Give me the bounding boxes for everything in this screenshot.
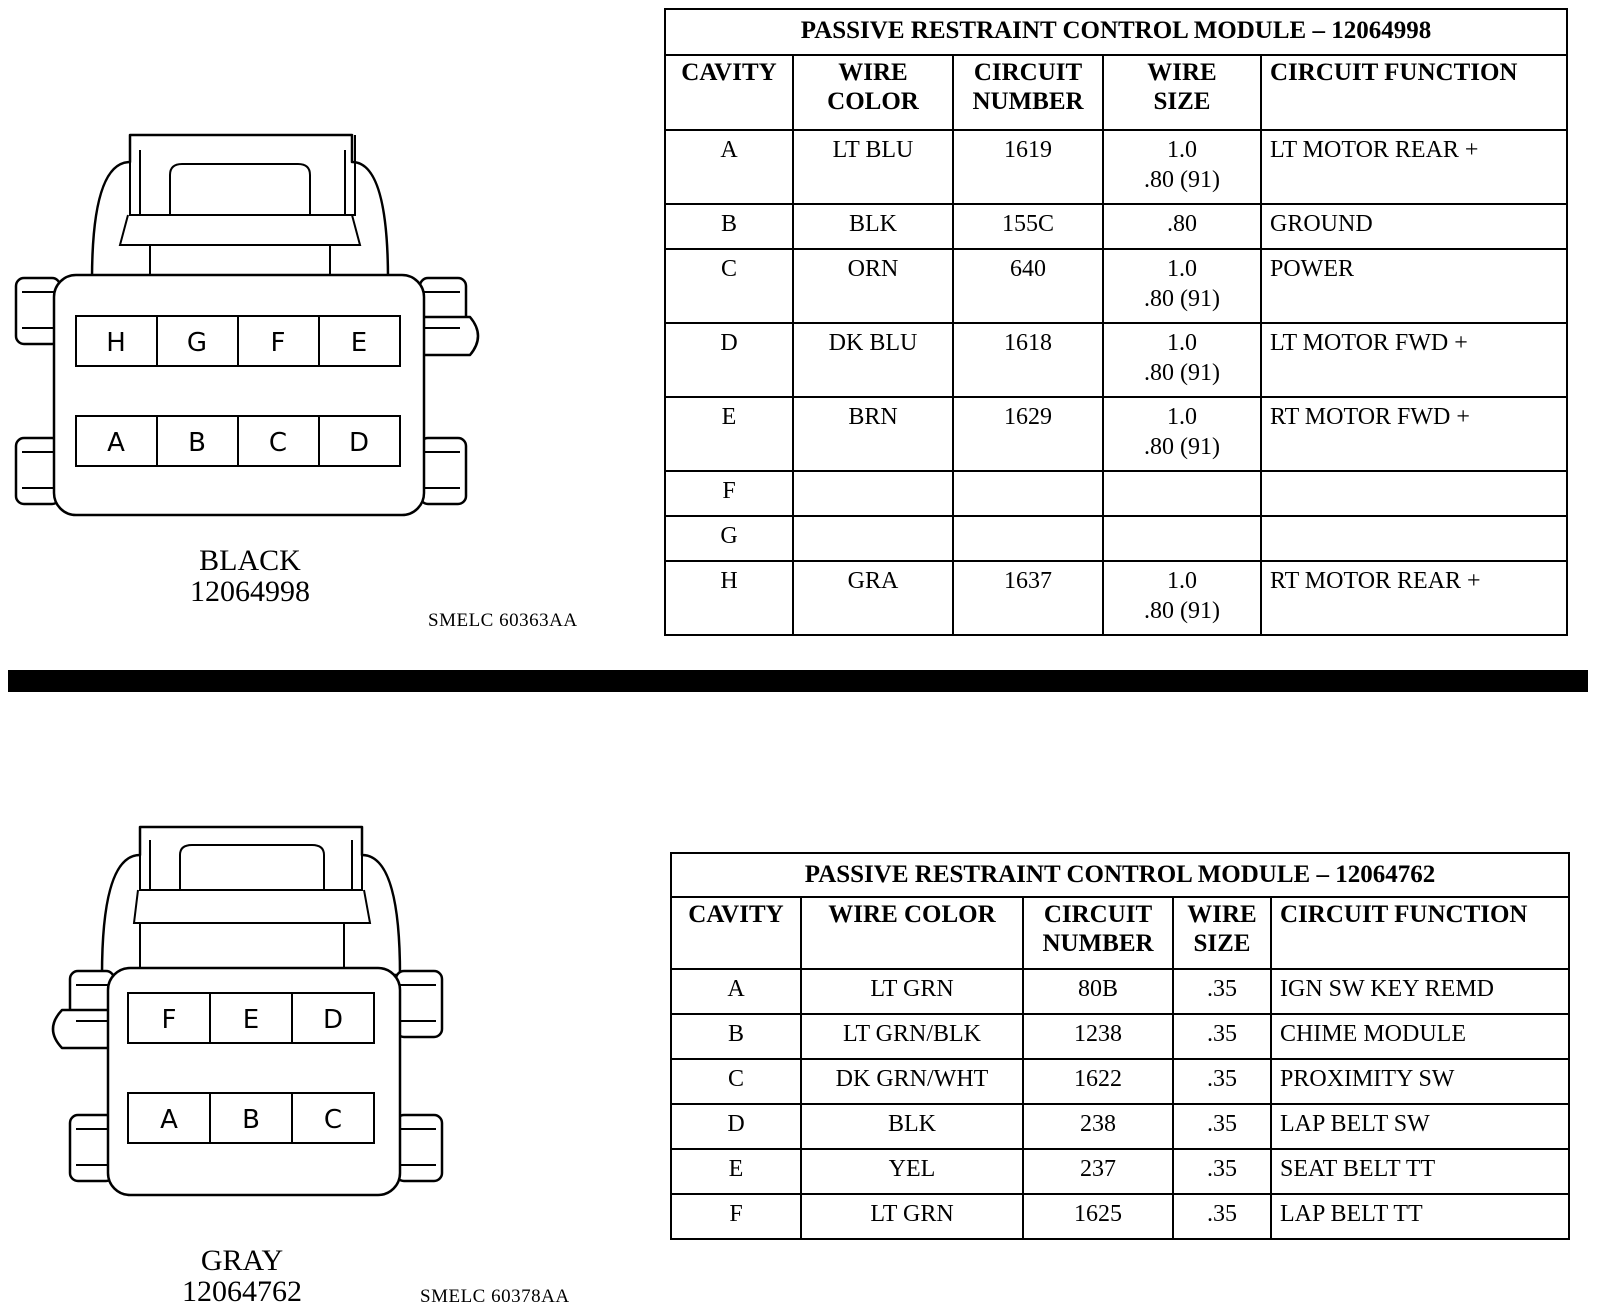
col-header-circuit-function: CIRCUIT FUNCTION (1261, 55, 1567, 130)
col-header-cavity: CAVITY (665, 55, 793, 130)
table-title: PASSIVE RESTRAINT CONTROL MODULE – 12064998 (665, 9, 1567, 55)
col-header-wire-size: WIRE SIZE (1173, 897, 1271, 969)
col-header-wire-color: WIRE COLOR (793, 55, 953, 130)
table-row: B LT GRN/BLK 1238 .35 CHIME MODULE (671, 1014, 1569, 1059)
table-row: G (665, 516, 1567, 561)
table-title: PASSIVE RESTRAINT CONTROL MODULE – 12064762 (671, 853, 1569, 897)
cavity-label-D: D (322, 1005, 344, 1035)
cavity-label-E: E (242, 1005, 260, 1035)
table-row: D BLK 238 .35 LAP BELT SW (671, 1104, 1569, 1149)
cavity-label-A: A (107, 428, 125, 458)
col-header-circuit-function: CIRCUIT FUNCTION (1271, 897, 1569, 969)
col-header-wire-color: WIRE COLOR (801, 897, 1023, 969)
cavity-label-E: E (350, 328, 368, 358)
table-row: D DK BLU 1618 1.0 .80 (91) LT MOTOR FWD + (665, 323, 1567, 397)
cavity-label-B: B (188, 428, 206, 458)
col-header-cavity: CAVITY (671, 897, 801, 969)
connector-color: BLACK (199, 544, 301, 577)
table-row: H GRA 1637 1.0 .80 (91) RT MOTOR REAR + (665, 561, 1567, 635)
table-row: E BRN 1629 1.0 .80 (91) RT MOTOR FWD + (665, 397, 1567, 471)
cavity-label-B: B (242, 1105, 260, 1135)
col-header-wire-size: WIRE SIZE (1103, 55, 1261, 130)
pinout-table-12064762 (670, 852, 1570, 1240)
cavity-label-G: G (186, 328, 208, 358)
figure-ref-code: SMELC 60363AA (428, 610, 578, 631)
cavity-label-C: C (323, 1105, 343, 1135)
connector-gray-caption (142, 1245, 342, 1307)
table-row: A LT BLU 1619 1.0 .80 (91) LT MOTOR REAR + (665, 130, 1567, 204)
connector-gray-drawing (0, 815, 460, 1215)
table-row: B BLK 155C .80 GROUND (665, 204, 1567, 249)
table-row: E YEL 237 .35 SEAT BELT TT (671, 1149, 1569, 1194)
cavity-label-D: D (348, 428, 370, 458)
cavity-label-F: F (161, 1005, 177, 1035)
cavity-label-F: F (270, 328, 286, 358)
connector-black-drawing (0, 120, 500, 530)
col-header-circuit-number: CIRCUIT NUMBER (1023, 897, 1173, 969)
table-row: C ORN 640 1.0 .80 (91) POWER (665, 249, 1567, 323)
connector-black-caption (150, 545, 350, 607)
col-header-circuit-number: CIRCUIT NUMBER (953, 55, 1103, 130)
table-row: C DK GRN/WHT 1622 .35 PROXIMITY SW (671, 1059, 1569, 1104)
connector-part-number: 12064762 (182, 1275, 302, 1308)
table-row: F (665, 471, 1567, 516)
cavity-label-H: H (106, 328, 126, 358)
cavity-label-C: C (268, 428, 288, 458)
table-row: A LT GRN 80B .35 IGN SW KEY REMD (671, 969, 1569, 1014)
table-row: F LT GRN 1625 .35 LAP BELT TT (671, 1194, 1569, 1239)
connector-part-number: 12064998 (190, 575, 310, 608)
cavity-label-A: A (160, 1105, 178, 1135)
pinout-table-12064998 (664, 8, 1568, 636)
connector-color: GRAY (200, 1244, 284, 1277)
section-divider (8, 670, 1588, 692)
figure-ref-code: SMELC 60378AA (420, 1286, 570, 1307)
